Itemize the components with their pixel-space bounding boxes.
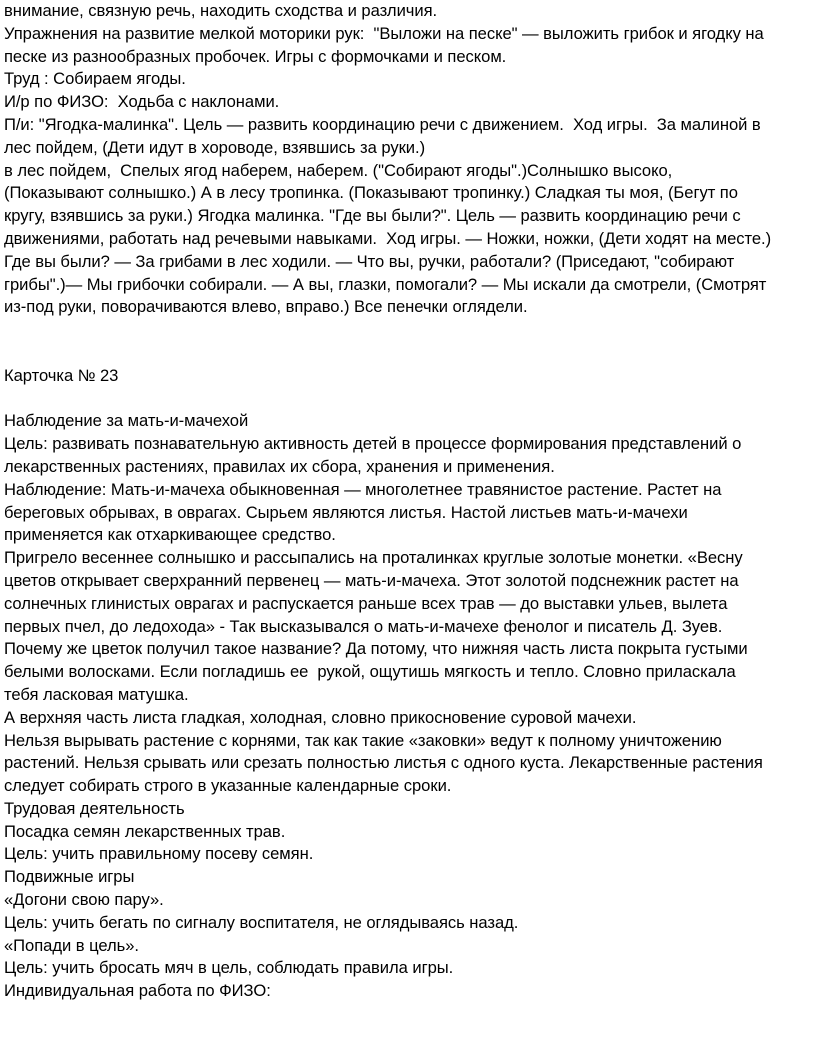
section-heading: Индивидуальная работа по ФИЗО: — [4, 981, 271, 1001]
document-page — [4, 0, 812, 1003]
text-line: грибы".)— Мы грибочки собирали. — А вы, глазки, помогали? — Мы искали да смотрели, (Смотрят — [4, 274, 767, 294]
text-line: И/р по ФИЗО: Ходьба с наклонами. — [4, 92, 280, 112]
card-title: Карточка № 23 — [4, 365, 119, 385]
blank-line — [4, 319, 812, 342]
text-line: в лес пойдем, Спелых ягод наберем, наберем. ("Собирают ягоды".)Солнышко высоко, — [4, 160, 673, 180]
text-line: Цель: развивать познавательную активность детей в процессе формирования представлений о — [4, 434, 742, 454]
text-line: Посадка семян лекарственных трав. — [4, 821, 286, 841]
text-line: движениями, работать над речевыми навыками. Ход игры. — Ножки, ножки, (Дети ходят на месте.) — [4, 228, 772, 248]
text-line: береговых обрывах, в оврагах. Сырьем являются листья. Настой листьев мать-и-мачехи — [4, 502, 688, 522]
text-line: лекарственных растениях, правилах их сбора, хранения и применения. — [4, 456, 555, 476]
text-line: Наблюдение за мать-и-мачехой — [4, 411, 249, 431]
text-line: кругу, взявшись за руки.) Ягодка малинка. "Где вы были?". Цель — развить координацию речи с — [4, 206, 741, 226]
text-line: Почему же цветок получил такое название? Да потому, что нижняя часть листа покрыта густыми — [4, 639, 748, 659]
top-section — [4, 0, 812, 319]
section-heading: Подвижные игры — [4, 867, 135, 887]
text-line: цветов открывает сверхранний первенец — мать-и-мачеха. Этот золотой подснежник растет на — [4, 570, 739, 590]
text-line: П/и: "Ягодка-малинка". Цель — развить координацию речи с движением. Ход игры. За малиной в — [4, 114, 761, 134]
text-line: Наблюдение: Мать-и-мачеха обыкновенная — многолетнее травянистое растение. Растет на — [4, 479, 722, 499]
text-line: тебя ласковая матушка. — [4, 684, 189, 704]
text-line: Пригрело весеннее солнышко и рассыпались на проталинках круглые золотые монетки. «Весну — [4, 548, 743, 568]
section-heading: Трудовая деятельность — [4, 798, 185, 818]
card-section — [4, 365, 812, 1003]
text-line: Упражнения на развитие мелкой моторики рук: "Выложи на песке" — выложить грибок и ягодку на — [4, 23, 764, 43]
text-line: Цель: учить бросать мяч в цель, соблюдать правила игры. — [4, 958, 454, 978]
text-line: следует собирать строго в указанные календарные сроки. — [4, 776, 452, 796]
text-line: песке из разнообразных пробочек. Игры с формочками и песком. — [4, 46, 507, 66]
text-line: применяется как отхаркивающее средство. — [4, 525, 336, 545]
text-line: Нельзя вырывать растение с корнями, так как такие «заковки» ведут к полному уничтожению — [4, 730, 722, 750]
text-line: Цель: учить бегать по сигналу воспитателя, не оглядываясь назад. — [4, 912, 519, 932]
blank-line — [4, 388, 812, 411]
text-line: А верхняя часть листа гладкая, холодная, словно прикосновение суровой мачехи. — [4, 707, 637, 727]
text-line: первых пчел, до ледохода» - Так высказывался о мать-и-мачехе фенолог и писатель Д. Зуев. — [4, 616, 723, 636]
text-line: (Показывают солнышко.) А в лесу тропинка. (Показывают тропинку.) Сладкая ты моя, (Бегут по — [4, 183, 738, 203]
game-title: «Попади в цель». — [4, 935, 139, 955]
text-line: Где вы были? — За грибами в лес ходили. — Что вы, ручки, работали? (Приседают, "собирают — [4, 251, 735, 271]
text-line: внимание, связную речь, находить сходства и различия. — [4, 1, 438, 20]
text-line: Труд : Собираем ягоды. — [4, 69, 186, 89]
text-line: из-под руки, поворачиваются влево, вправо.) Все пенечки оглядели. — [4, 297, 528, 317]
text-line: растений. Нельзя срывать или срезать полностью листья с одного куста. Лекарственные растения — [4, 753, 763, 773]
text-line: белыми волосками. Если погладишь ее рукой, ощутишь мягкость и тепло. Словно приласкала — [4, 662, 736, 682]
game-title: «Догони свою пару». — [4, 890, 164, 910]
text-line: лес пойдем, (Дети идут в хороводе, взявшись за руки.) — [4, 137, 426, 157]
blank-line — [4, 342, 812, 365]
text-line: Цель: учить правильному посеву семян. — [4, 844, 314, 864]
text-line: солнечных глинистых оврагах и распускается раньше всех трав — до выставки ульев, вылета — [4, 593, 728, 613]
